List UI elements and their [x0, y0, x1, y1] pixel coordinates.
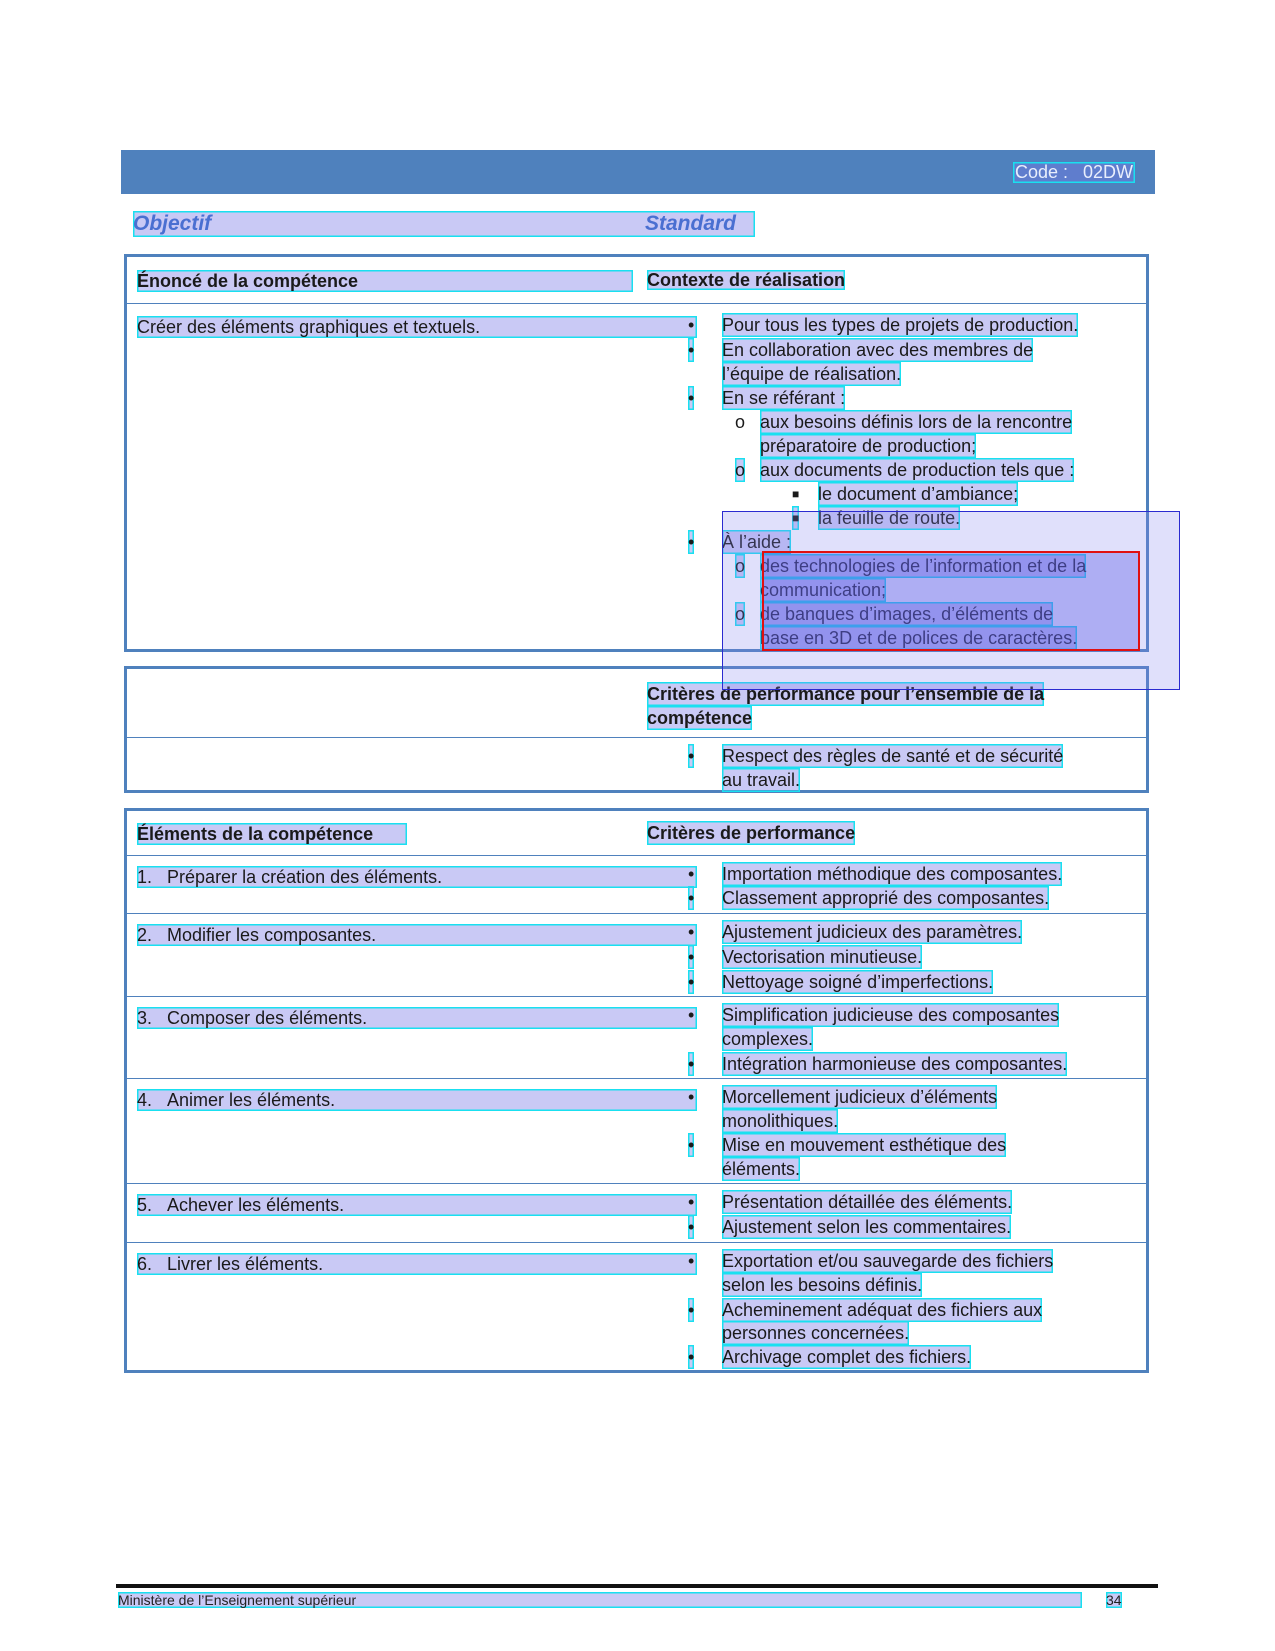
square-bullet: ■ [792, 487, 800, 501]
criteria-item: éléments. [722, 1159, 801, 1179]
context-item: En se référant : [722, 388, 846, 408]
element-label: 5. Achever les éléments. [137, 1194, 697, 1216]
element-label: 6. Livrer les éléments. [137, 1253, 697, 1275]
bullet: • [688, 947, 695, 967]
context-subitem: des technologies de l’information et de la [760, 556, 1087, 576]
context-item: À l’aide : [722, 532, 792, 552]
bullet: • [688, 1300, 695, 1320]
context-subitem: base en 3D et de polices de caractères. [760, 628, 1078, 648]
element-label: 4. Animer les éléments. [137, 1089, 697, 1111]
element-row [127, 1243, 1146, 1369]
criteria-item: Classement approprié des composantes. [722, 888, 1050, 908]
criteria-item: Nettoyage soigné d’imperfections. [722, 972, 994, 992]
bullet: • [688, 922, 695, 942]
standard-heading: Standard [645, 212, 737, 235]
bullet: • [688, 340, 695, 360]
bullet: • [688, 1251, 695, 1271]
criteria-item: Ajustement judicieux des paramètres. [722, 922, 1023, 942]
criteria-item: au travail. [722, 770, 801, 790]
context-subitem: préparatoire de production; [760, 436, 977, 456]
context-subsubitem: le document d’ambiance; [818, 484, 1019, 504]
criteria-item: Présentation détaillée des éléments. [722, 1192, 1013, 1212]
element-row [127, 1079, 1146, 1184]
criteria-item: selon les besoins définis. [722, 1275, 923, 1295]
context-subsubitem: la feuille de route. [818, 508, 961, 528]
bullet: • [688, 972, 695, 992]
criteria-item: personnes concernées. [722, 1323, 910, 1343]
criteria-item: Morcellement judicieux d’éléments [722, 1087, 998, 1107]
bullet: • [688, 1192, 695, 1212]
context-subitem: de banques d’images, d’éléments de [760, 604, 1054, 624]
sub-bullet: o [735, 412, 746, 432]
element-label: 1. Préparer la création des éléments. [137, 866, 697, 888]
bullet: • [688, 1135, 695, 1155]
context-subitem: aux documents de production tels que : [760, 460, 1075, 480]
page-number: 34 [1106, 1592, 1122, 1608]
elements-header: Éléments de la compétence [137, 823, 407, 845]
criteria-item: Respect des règles de santé et de sécurité [722, 746, 1064, 766]
competence-statement: Créer des éléments graphiques et textuels. [137, 316, 697, 338]
contexte-header: Contexte de réalisation [647, 270, 846, 290]
criteria-header: Critères de performance [647, 823, 856, 843]
element-row [127, 856, 1146, 914]
header-band [121, 150, 1155, 194]
bullet: • [688, 388, 695, 408]
square-bullet: ■ [792, 506, 799, 530]
criteria-item: monolithiques. [722, 1111, 839, 1131]
criteria-item: Mise en mouvement esthétique des [722, 1135, 1007, 1155]
bullet: • [688, 532, 695, 552]
program-code: Code : 02DW [1014, 162, 1133, 182]
bullet: • [688, 888, 695, 908]
footer-rule [116, 1584, 1158, 1588]
criteria-all-header: Critères de performance pour l’ensemble de la [647, 684, 1045, 704]
sub-bullet: o [735, 604, 746, 624]
context-subitem: communication; [760, 580, 887, 600]
criteria-item: Importation méthodique des composantes. [722, 864, 1063, 884]
criteria-item: Vectorisation minutieuse. [722, 947, 923, 967]
enonce-header: Énoncé de la compétence [137, 270, 633, 292]
element-row [127, 1184, 1146, 1243]
competence-header-row [127, 257, 1146, 304]
criteria-item: Simplification judicieuse des composantes [722, 1005, 1060, 1025]
bullet: • [688, 1054, 695, 1074]
element-row [127, 997, 1146, 1079]
bullet: • [688, 864, 695, 884]
criteria-item: Intégration harmonieuse des composantes. [722, 1054, 1068, 1074]
bullet: • [688, 1087, 695, 1107]
criteria-item: Ajustement selon les commentaires. [722, 1217, 1012, 1237]
bullet: • [688, 746, 695, 766]
criteria-item: complexes. [722, 1029, 814, 1049]
sub-bullet: o [735, 460, 746, 480]
element-label: 3. Composer des éléments. [137, 1007, 697, 1029]
objectif-heading: Objectif [133, 211, 755, 237]
context-item: Pour tous les types de projets de production. [722, 315, 1079, 335]
criteria-item: Acheminement adéquat des fichiers aux [722, 1300, 1043, 1320]
context-subitem: aux besoins définis lors de la rencontre [760, 412, 1073, 432]
context-item: En collaboration avec des membres de [722, 340, 1034, 360]
bullet: • [688, 1217, 695, 1237]
elements-table [124, 808, 1149, 1373]
elements-header-row [127, 811, 1146, 856]
bullet: • [688, 315, 695, 335]
sub-bullet: o [735, 556, 746, 576]
footer-ministry: Ministère de l’Enseignement supérieur [118, 1592, 1082, 1608]
highlighted-region[interactable] [762, 551, 1140, 651]
criteria-all-body-row [127, 738, 1146, 790]
criteria-all-header-cont: compétence [647, 708, 753, 728]
bullet: • [688, 1005, 695, 1025]
element-label: 2. Modifier les composantes. [137, 924, 697, 946]
element-row [127, 914, 1146, 997]
bullet: • [688, 1347, 695, 1367]
criteria-item: Exportation et/ou sauvegarde des fichiers [722, 1251, 1054, 1271]
criteria-item: Archivage complet des fichiers. [722, 1347, 972, 1367]
context-item: l’équipe de réalisation. [722, 364, 902, 384]
